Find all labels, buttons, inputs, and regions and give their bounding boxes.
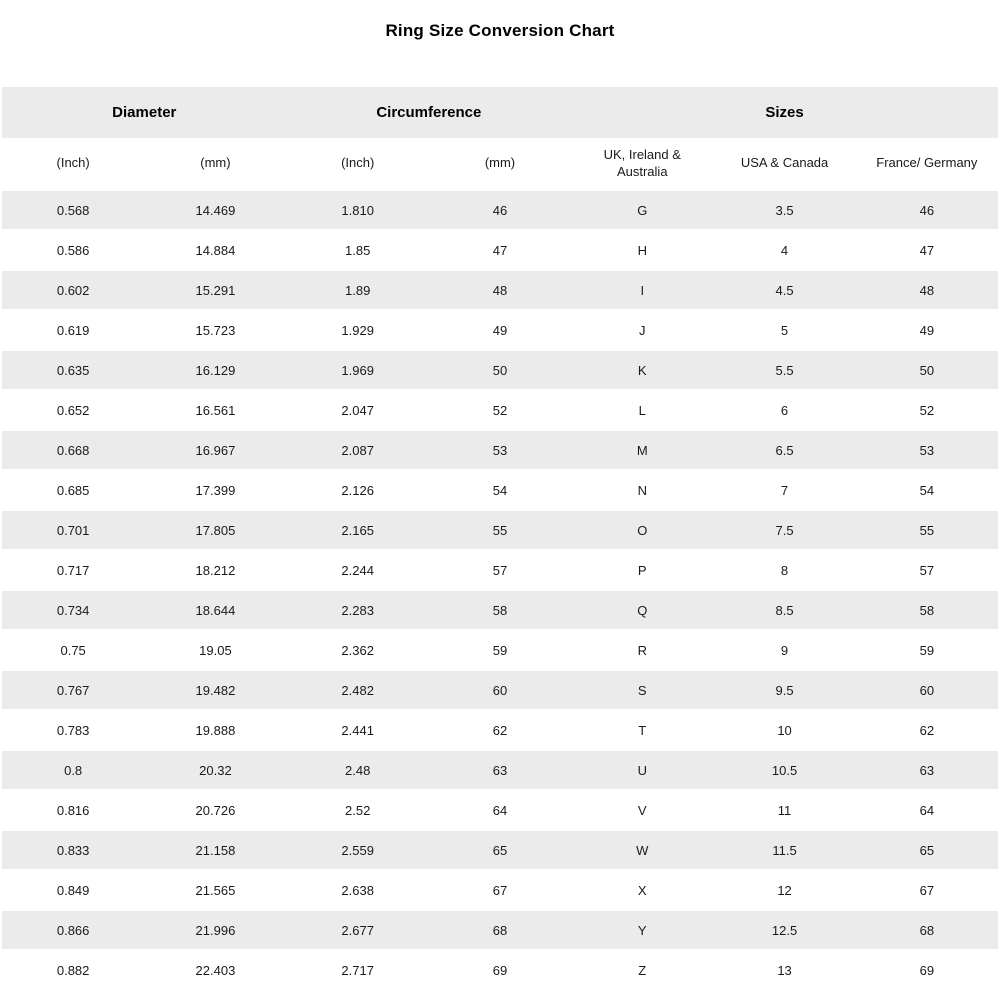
table-header (2, 87, 998, 190)
table-cell: 17.399 (195, 482, 236, 498)
table-cell: 2.283 (287, 590, 429, 630)
table-cell: 68 (429, 910, 571, 950)
table-cell: 47 (919, 242, 935, 258)
table-cell: 2.362 (341, 642, 374, 658)
table-cell: 57 (492, 562, 508, 578)
table-row (2, 950, 998, 990)
table-row (2, 550, 998, 590)
table-cell: 18.644 (144, 590, 286, 630)
table-cell: 8 (780, 562, 789, 578)
table-cell: 10.5 (713, 750, 855, 790)
table-cell: 48 (856, 270, 998, 310)
column-header-4: UK, Ireland & Australia (603, 146, 681, 179)
table-cell: 69 (919, 963, 935, 978)
table-cell: 54 (492, 482, 508, 498)
table-cell: 2.677 (287, 910, 429, 950)
table-cell: 19.482 (144, 670, 286, 710)
table-cell: 46 (429, 190, 571, 230)
table-cell: 54 (919, 482, 935, 498)
table-row (2, 310, 998, 350)
table-cell: 2.482 (287, 670, 429, 710)
table-cell: 53 (856, 430, 998, 470)
table-cell: 67 (919, 882, 935, 898)
table-cell: 69 (492, 963, 508, 978)
table-cell: 7.5 (713, 510, 855, 550)
table-row (2, 590, 998, 630)
column-header-0: (Inch) (56, 155, 90, 171)
table-cell: 0.866 (2, 910, 144, 950)
table-cell: 2.559 (287, 830, 429, 870)
table-cell: 0.685 (56, 482, 90, 498)
group-header-sizes: Sizes (571, 87, 998, 138)
table-cell: 55 (856, 510, 998, 550)
table-cell: 22.403 (195, 963, 236, 978)
table-cell: 0.767 (2, 670, 144, 710)
table-cell: 9.5 (713, 670, 855, 710)
table-cell: 3.5 (713, 190, 855, 230)
table-cell: 1.810 (287, 190, 429, 230)
table-cell: 2.165 (287, 510, 429, 550)
table-cell: 1.929 (341, 322, 374, 338)
table-cell: 4.5 (713, 270, 855, 310)
table-row (2, 390, 998, 430)
table-cell: 60 (429, 670, 571, 710)
table-cell: 2.52 (345, 802, 371, 818)
table-cell: 49 (919, 322, 935, 338)
group-header-row (2, 87, 998, 138)
table-cell: J (639, 322, 646, 338)
table-row (2, 630, 998, 670)
column-header-3: (mm) (484, 155, 516, 171)
table-row (2, 230, 998, 270)
table-cell: 15.291 (144, 270, 286, 310)
table-cell: 2.047 (341, 402, 374, 418)
table-cell: 58 (856, 590, 998, 630)
table-cell: O (571, 510, 713, 550)
table-cell: 0.701 (2, 510, 144, 550)
table-cell: 0.8 (2, 750, 144, 790)
table-row (2, 510, 998, 550)
table-cell: 1.89 (287, 270, 429, 310)
table-cell: 59 (492, 642, 508, 658)
table-cell: 64 (492, 802, 508, 818)
table-cell: 0.816 (56, 802, 90, 818)
table-row (2, 790, 998, 830)
table-cell: 6 (780, 402, 789, 418)
table-row (2, 190, 998, 230)
table-cell: 57 (919, 562, 935, 578)
table-cell: 0.602 (2, 270, 144, 310)
table-cell: 2.126 (341, 482, 374, 498)
table-cell: 16.561 (195, 402, 236, 418)
table-cell: 21.996 (144, 910, 286, 950)
table-cell: 9 (780, 642, 789, 658)
table-cell: 65 (856, 830, 998, 870)
table-cell: G (571, 190, 713, 230)
table-cell: 14.469 (144, 190, 286, 230)
table-cell: 50 (429, 350, 571, 390)
table-cell: 0.586 (56, 242, 90, 258)
table-cell: 63 (429, 750, 571, 790)
table-cell: X (637, 882, 647, 898)
table-cell: 68 (856, 910, 998, 950)
table-row (2, 670, 998, 710)
table-cell: 55 (429, 510, 571, 550)
table-cell: 4 (780, 242, 789, 258)
column-header-row (2, 138, 998, 190)
table-cell: 0.849 (56, 882, 90, 898)
table-cell: 47 (492, 242, 508, 258)
table-cell: 2.48 (287, 750, 429, 790)
table-row (2, 910, 998, 950)
table-cell: R (637, 642, 647, 658)
table-cell: 20.726 (195, 802, 236, 818)
table-cell: W (571, 830, 713, 870)
group-header-diameter: Diameter (2, 87, 287, 138)
table-row (2, 830, 998, 870)
table-cell: 59 (919, 642, 935, 658)
table-cell: 20.32 (144, 750, 286, 790)
table-cell: 0.668 (2, 430, 144, 470)
table-row (2, 470, 998, 510)
table-cell: 53 (429, 430, 571, 470)
table-cell: 17.805 (144, 510, 286, 550)
table-cell: 0.652 (56, 402, 90, 418)
table-cell: 0.635 (2, 350, 144, 390)
table-cell: 0.833 (2, 830, 144, 870)
table-cell: 16.129 (144, 350, 286, 390)
table-cell: 0.882 (56, 963, 90, 978)
column-header-1: (mm) (200, 155, 231, 171)
table-cell: 11.5 (713, 830, 855, 870)
table-cell: 21.565 (195, 882, 236, 898)
table-cell: Q (571, 590, 713, 630)
table-cell: 18.212 (195, 562, 236, 578)
table-cell: 1.85 (345, 242, 371, 258)
table-cell: 52 (919, 402, 935, 418)
table-cell: 21.158 (144, 830, 286, 870)
table-cell: 14.884 (195, 242, 236, 258)
table-cell: 63 (856, 750, 998, 790)
table-cell: 12 (777, 882, 792, 898)
column-header-2: (Inch) (341, 155, 375, 171)
table-cell: 13 (777, 963, 792, 978)
table-cell: 15.723 (195, 322, 236, 338)
column-header-6: France/ Germany (876, 155, 978, 171)
table-cell: N (637, 482, 647, 498)
table-cell: 5.5 (713, 350, 855, 390)
table-cell: V (637, 802, 647, 818)
table-cell: 62 (492, 722, 508, 738)
table-cell: 16.967 (144, 430, 286, 470)
table-cell: H (637, 242, 647, 258)
table-cell: 0.568 (2, 190, 144, 230)
table-cell: 19.05 (199, 642, 232, 658)
table-cell: 6.5 (713, 430, 855, 470)
ring-size-table (2, 87, 998, 990)
table-row (2, 710, 998, 750)
table-cell: 10 (777, 722, 792, 738)
table-cell: Y (571, 910, 713, 950)
table-cell: 2.441 (341, 722, 374, 738)
table-cell: I (571, 270, 713, 310)
table-cell: 1.969 (287, 350, 429, 390)
table-cell: P (637, 562, 647, 578)
table-cell: 50 (856, 350, 998, 390)
table-cell: 2.638 (341, 882, 374, 898)
table-cell: T (638, 722, 647, 738)
table-row (2, 870, 998, 910)
table-cell: 2.717 (341, 963, 374, 978)
table-cell: 46 (856, 190, 998, 230)
table-row (2, 750, 998, 790)
table-cell: M (571, 430, 713, 470)
table-cell: 0.75 (60, 642, 86, 658)
table-cell: 48 (429, 270, 571, 310)
table-cell: 5 (780, 322, 789, 338)
table-cell: K (571, 350, 713, 390)
table-row (2, 350, 998, 390)
table-cell: 64 (919, 802, 935, 818)
table-cell: L (638, 402, 646, 418)
table-cell: 11 (777, 802, 792, 818)
table-cell: 49 (492, 322, 508, 338)
table-cell: 2.087 (287, 430, 429, 470)
table-cell: 0.783 (56, 722, 90, 738)
table-row (2, 430, 998, 470)
table-cell: 67 (492, 882, 508, 898)
table-cell: U (571, 750, 713, 790)
table-cell: 12.5 (713, 910, 855, 950)
table-cell: 2.244 (341, 562, 374, 578)
table-cell: 65 (429, 830, 571, 870)
table-cell: 62 (919, 722, 935, 738)
table-cell: S (571, 670, 713, 710)
table-cell: 19.888 (195, 722, 236, 738)
table-cell: 0.734 (2, 590, 144, 630)
table-cell: 58 (429, 590, 571, 630)
table-cell: 8.5 (713, 590, 855, 630)
table-cell: 60 (856, 670, 998, 710)
table-cell: 7 (780, 482, 789, 498)
table-row (2, 270, 998, 310)
page-title: Ring Size Conversion Chart (385, 21, 615, 40)
table-cell: 52 (492, 402, 508, 418)
table-cell: 0.717 (56, 562, 90, 578)
column-header-5: USA & Canada (740, 155, 829, 171)
group-header-circumference: Circumference (287, 87, 572, 138)
table-cell: Z (638, 963, 647, 978)
table-cell: 0.619 (56, 322, 90, 338)
table-body (2, 190, 998, 990)
